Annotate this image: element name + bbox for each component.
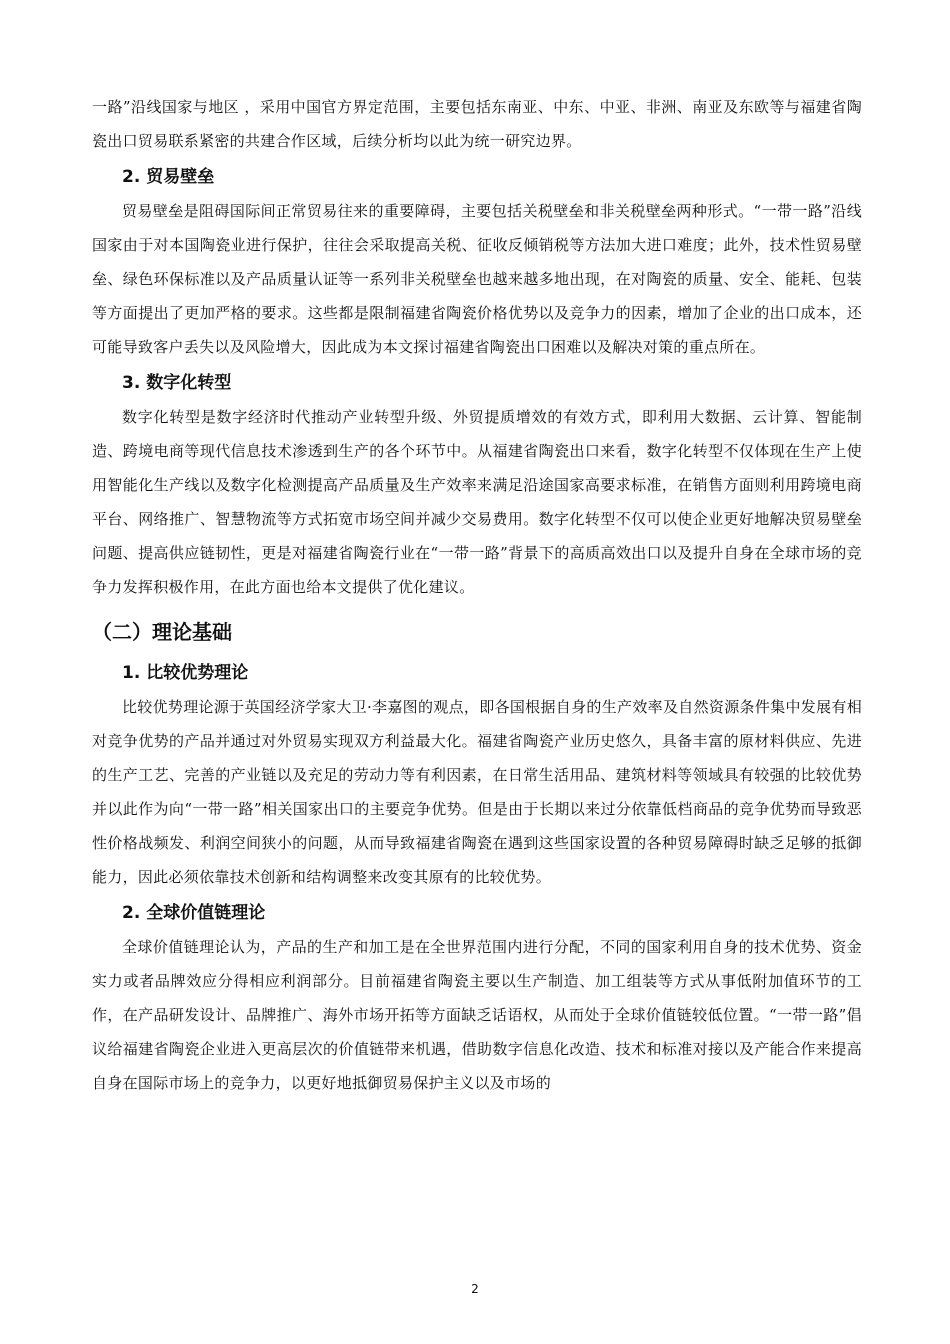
section-heading-theory: （二）理论基础 [92,620,232,644]
heading-comparative-advantage: 1. 比较优势理论 [122,663,249,683]
heading-digital-transformation: 3. 数字化转型 [122,373,232,393]
paragraph-comparative-advantage: 比较优势理论源于英国经济学家大卫·李嘉图的观点，即各国根据自身的生产效率及自然资源条件集中发展有相对竞争优势的产品并通过对外贸易实现双方利益最大化。福建省陶瓷产业历史悠久，具备丰富的原材料供应、先进的生产工艺、完善的产业链以及充足的劳动力等有利因素，在日常生活用品、建筑材料等领域具有较强的比较优势并以此作为向“一带一路”相关国家出口的主要竞争优势。但是由于长期以来过分依靠低档商品的竞争优势而导致恶性价格战频发、利润空间狭小的问题，从而导致福建省陶瓷在遇到这些国家设置的各种贸易障碍时缺乏足够的抵御能力，因此必须依靠技术创新和结构调整来改变其原有的比较优势。 [92,698,862,886]
paragraph-global-value-chain: 全球价值链理论认为，产品的生产和加工是在全世界范围内进行分配，不同的国家利用自身的技术优势、资金实力或者品牌效应分得相应利润部分。目前福建省陶瓷主要以生产制造、加工组装等方式从事低附加值环节的工作，在产品研发设计、品牌推广、海外市场开拓等方面缺乏话语权，从而处于全球价值链较低位置。“一带一路”倡议给福建省陶瓷企业进入更高层次的价值链带来机遇，借助数字信息化改造、技术和标准对接以及产能合作来提高自身在国际市场上的竞争力，以更好地抵御贸易保护主义以及市场的 [92,938,862,1092]
paragraph-scope-continuation: 一路”沿线国家与地区 ，采用中国官方界定范围，主要包括东南亚、中东、中亚、非洲、南亚及东欧等与福建省陶瓷出口贸易联系紧密的共建合作区域，后续分析均以此为统一研究边界。 [92,98,862,150]
heading-trade-barrier: 2. 贸易壁垒 [122,167,215,187]
paragraph-trade-barrier: 贸易壁垒是阻碍国际间正常贸易往来的重要障碍，主要包括关税壁垒和非关税壁垒两种形式。“一带一路”沿线国家由于对本国陶瓷业进行保护，往往会采取提高关税、征收反倾销税等方法加大进口难度；此外，技术性贸易壁垒、绿色环保标准以及产品质量认证等一系列非关税壁垒也越来越多地出现，在对陶瓷的质量、安全、能耗、包装等方面提出了更加严格的要求。这些都是限制福建省陶瓷价格优势以及竞争力的因素，增加了企业的出口成本，还可能导致客户丢失以及风险增大，因此成为本文探讨福建省陶瓷出口困难以及解决对策的重点所在。 [92,202,862,356]
page-number: 2 [471,1282,479,1296]
paragraph-digital-transformation: 数字化转型是数字经济时代推动产业转型升级、外贸提质增效的有效方式，即利用大数据、云计算、智能制造、跨境电商等现代信息技术渗透到生产的各个环节中。从福建省陶瓷出口来看，数字化转型不仅体现在生产上使用智能化生产线以及数字化检测提高产品质量及生产效率来满足沿途国家高要求标准，在销售方面则利用跨境电商平台、网络推广、智慧物流等方式拓宽市场空间并减少交易费用。数字化转型不仅可以使企业更好地解决贸易壁垒问题、提高供应链韧性，更是对福建省陶瓷行业在“一带一路”背景下的高质高效出口以及提升自身在全球市场的竞争力发挥积极作用，在此方面也给本文提供了优化建议。 [92,408,862,596]
heading-global-value-chain: 2. 全球价值链理论 [122,903,266,923]
page-body [92,90,862,1100]
